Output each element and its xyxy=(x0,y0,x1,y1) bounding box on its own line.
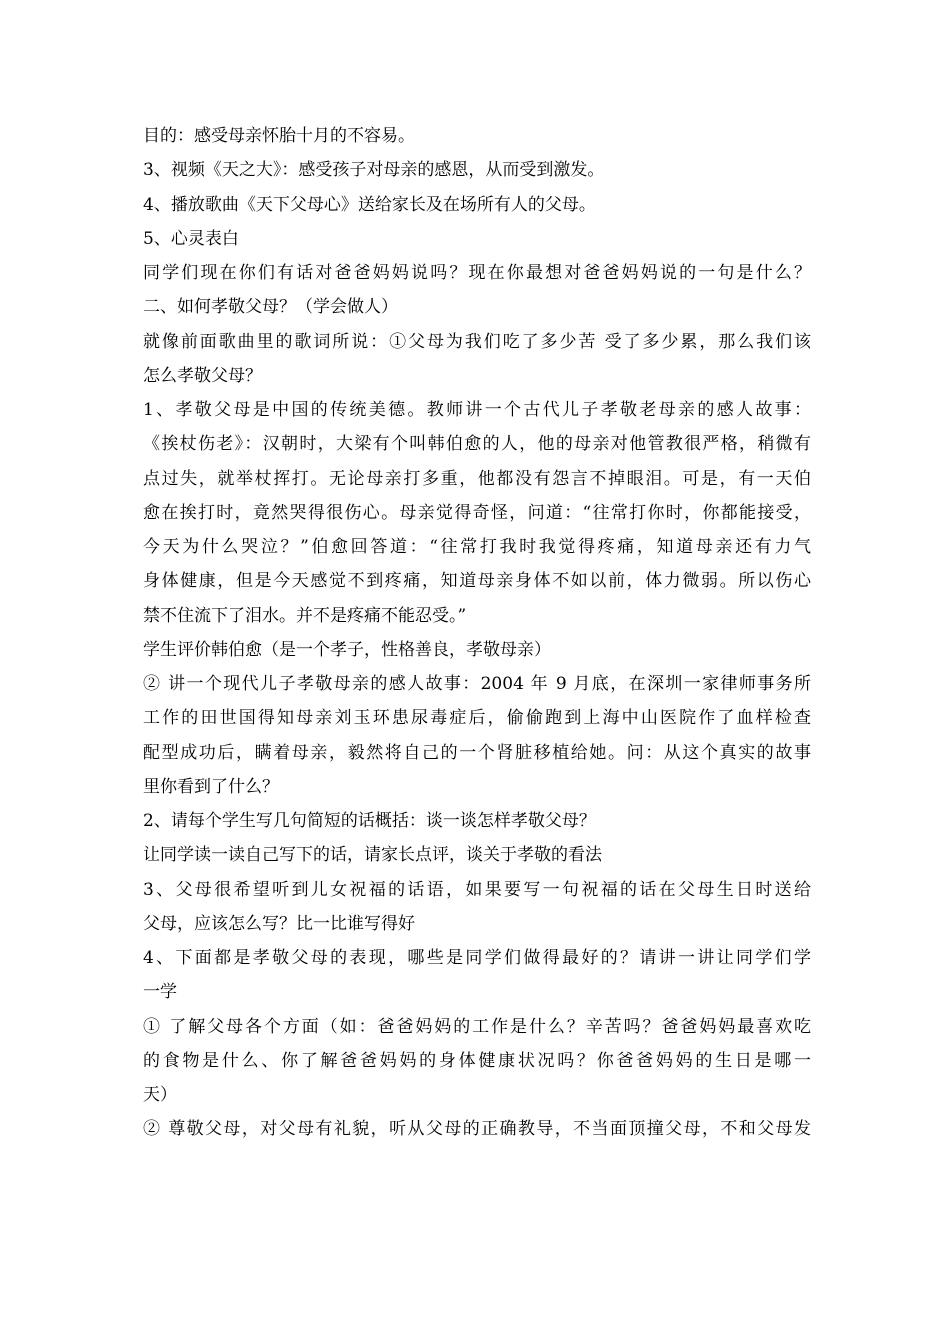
text-line: 让同学读一读自己写下的话，请家长点评，谈关于孝敬的看法 xyxy=(143,845,602,866)
text-line: 配型成功后，瞒着母亲，毅然将自己的一个肾脏移植给她。问：从这个真实的故事 xyxy=(143,742,811,763)
section-heading: 二、如何孝敬父母？（学会做人） xyxy=(143,297,398,318)
text-line: 2、请每个学生写几句简短的话概括：谈一谈怎样孝敬父母？ xyxy=(143,811,596,831)
text-line: 就像前面歌曲里的歌词所说：①父母为我们吃了多少苦 受了多少累，那么我们该 xyxy=(143,331,811,352)
text-line: 3、父母很希望听到儿女祝福的话语，如果要写一句祝福的话在父母生日时送给 xyxy=(143,879,811,900)
text-line: 1、孝敬父母是中国的传统美德。教师讲一个古代儿子孝敬老母亲的感人故事： xyxy=(143,400,811,420)
text-line: 4、播放歌曲《天下父母心》送给家长及在场所有人的父母。 xyxy=(143,194,596,215)
text-line: 同学们现在你们有话对爸爸妈妈说吗？现在你最想对爸爸妈妈说的一句是什么？ xyxy=(143,263,811,283)
text-line: 禁不住流下了泪水。并不是疼痛不能忍受。” xyxy=(143,605,467,626)
text-line: 今天为什么哭泣？”伯愈回答道：“往常打我时我觉得疼痛，知道母亲还有力气 xyxy=(143,537,811,557)
text-line: 学生评价韩伯愈（是一个孝子，性格善良，孝敬母亲） xyxy=(143,639,551,660)
text-line: 《挨杖伤老》：汉朝时，大梁有个叫韩伯愈的人，他的母亲对他管教很严格，稍微有 xyxy=(143,434,811,455)
text-line: 的食物是什么、你了解爸爸妈妈的身体健康状况吗？你爸爸妈妈的生日是哪一 xyxy=(143,1050,811,1071)
text-line: 里你看到了什么？ xyxy=(143,776,279,797)
text-line: 点过失，就举杖挥打。无论母亲打多重，他都没有怨言不掉眼泪。可是，有一天伯 xyxy=(143,468,811,489)
document-body xyxy=(143,119,811,1147)
text-line: 工作的田世国得知母亲刘玉环患尿毒症后，偷偷跑到上海中山医院作了血样检查 xyxy=(143,708,811,729)
text-line: 4、下面都是孝敬父母的表现，哪些是同学们做得最好的？请讲一讲让同学们学 xyxy=(143,948,811,968)
text-line: 3、视频《天之大》：感受孩子对母亲的感恩，从而受到激发。 xyxy=(143,160,605,181)
text-line: 父母，应该怎么写？比一比谁写得好 xyxy=(143,913,415,934)
text-line: 身体健康，但是今天感觉不到疼痛，知道母亲身体不如以前，体力微弱。所以伤心 xyxy=(143,571,811,592)
text-line: 愈在挨打时，竟然哭得很伤心。母亲觉得奇怪，问道：“往常打你时，你都能接受， xyxy=(143,502,811,523)
text-line: ② 讲一个现代儿子孝敬母亲的感人故事：2004 年 9 月底，在深圳一家律师事务所 xyxy=(143,674,811,694)
text-line: ② 尊敬父母，对父母有礼貌，听从父母的正确教导，不当面顶撞父母，不和父母发 xyxy=(143,1119,811,1140)
text-line: ① 了解父母各个方面（如：爸爸妈妈的工作是什么？辛苦吗？爸爸妈妈最喜欢吃 xyxy=(143,1016,811,1037)
text-line: 5、心灵表白 xyxy=(143,228,239,249)
text-line: 天） xyxy=(143,1085,177,1105)
text-line: 目的：感受母亲怀胎十月的不容易。 xyxy=(143,126,415,146)
text-line: 一学 xyxy=(143,982,177,1003)
text-line: 怎么孝敬父母？ xyxy=(143,365,262,386)
